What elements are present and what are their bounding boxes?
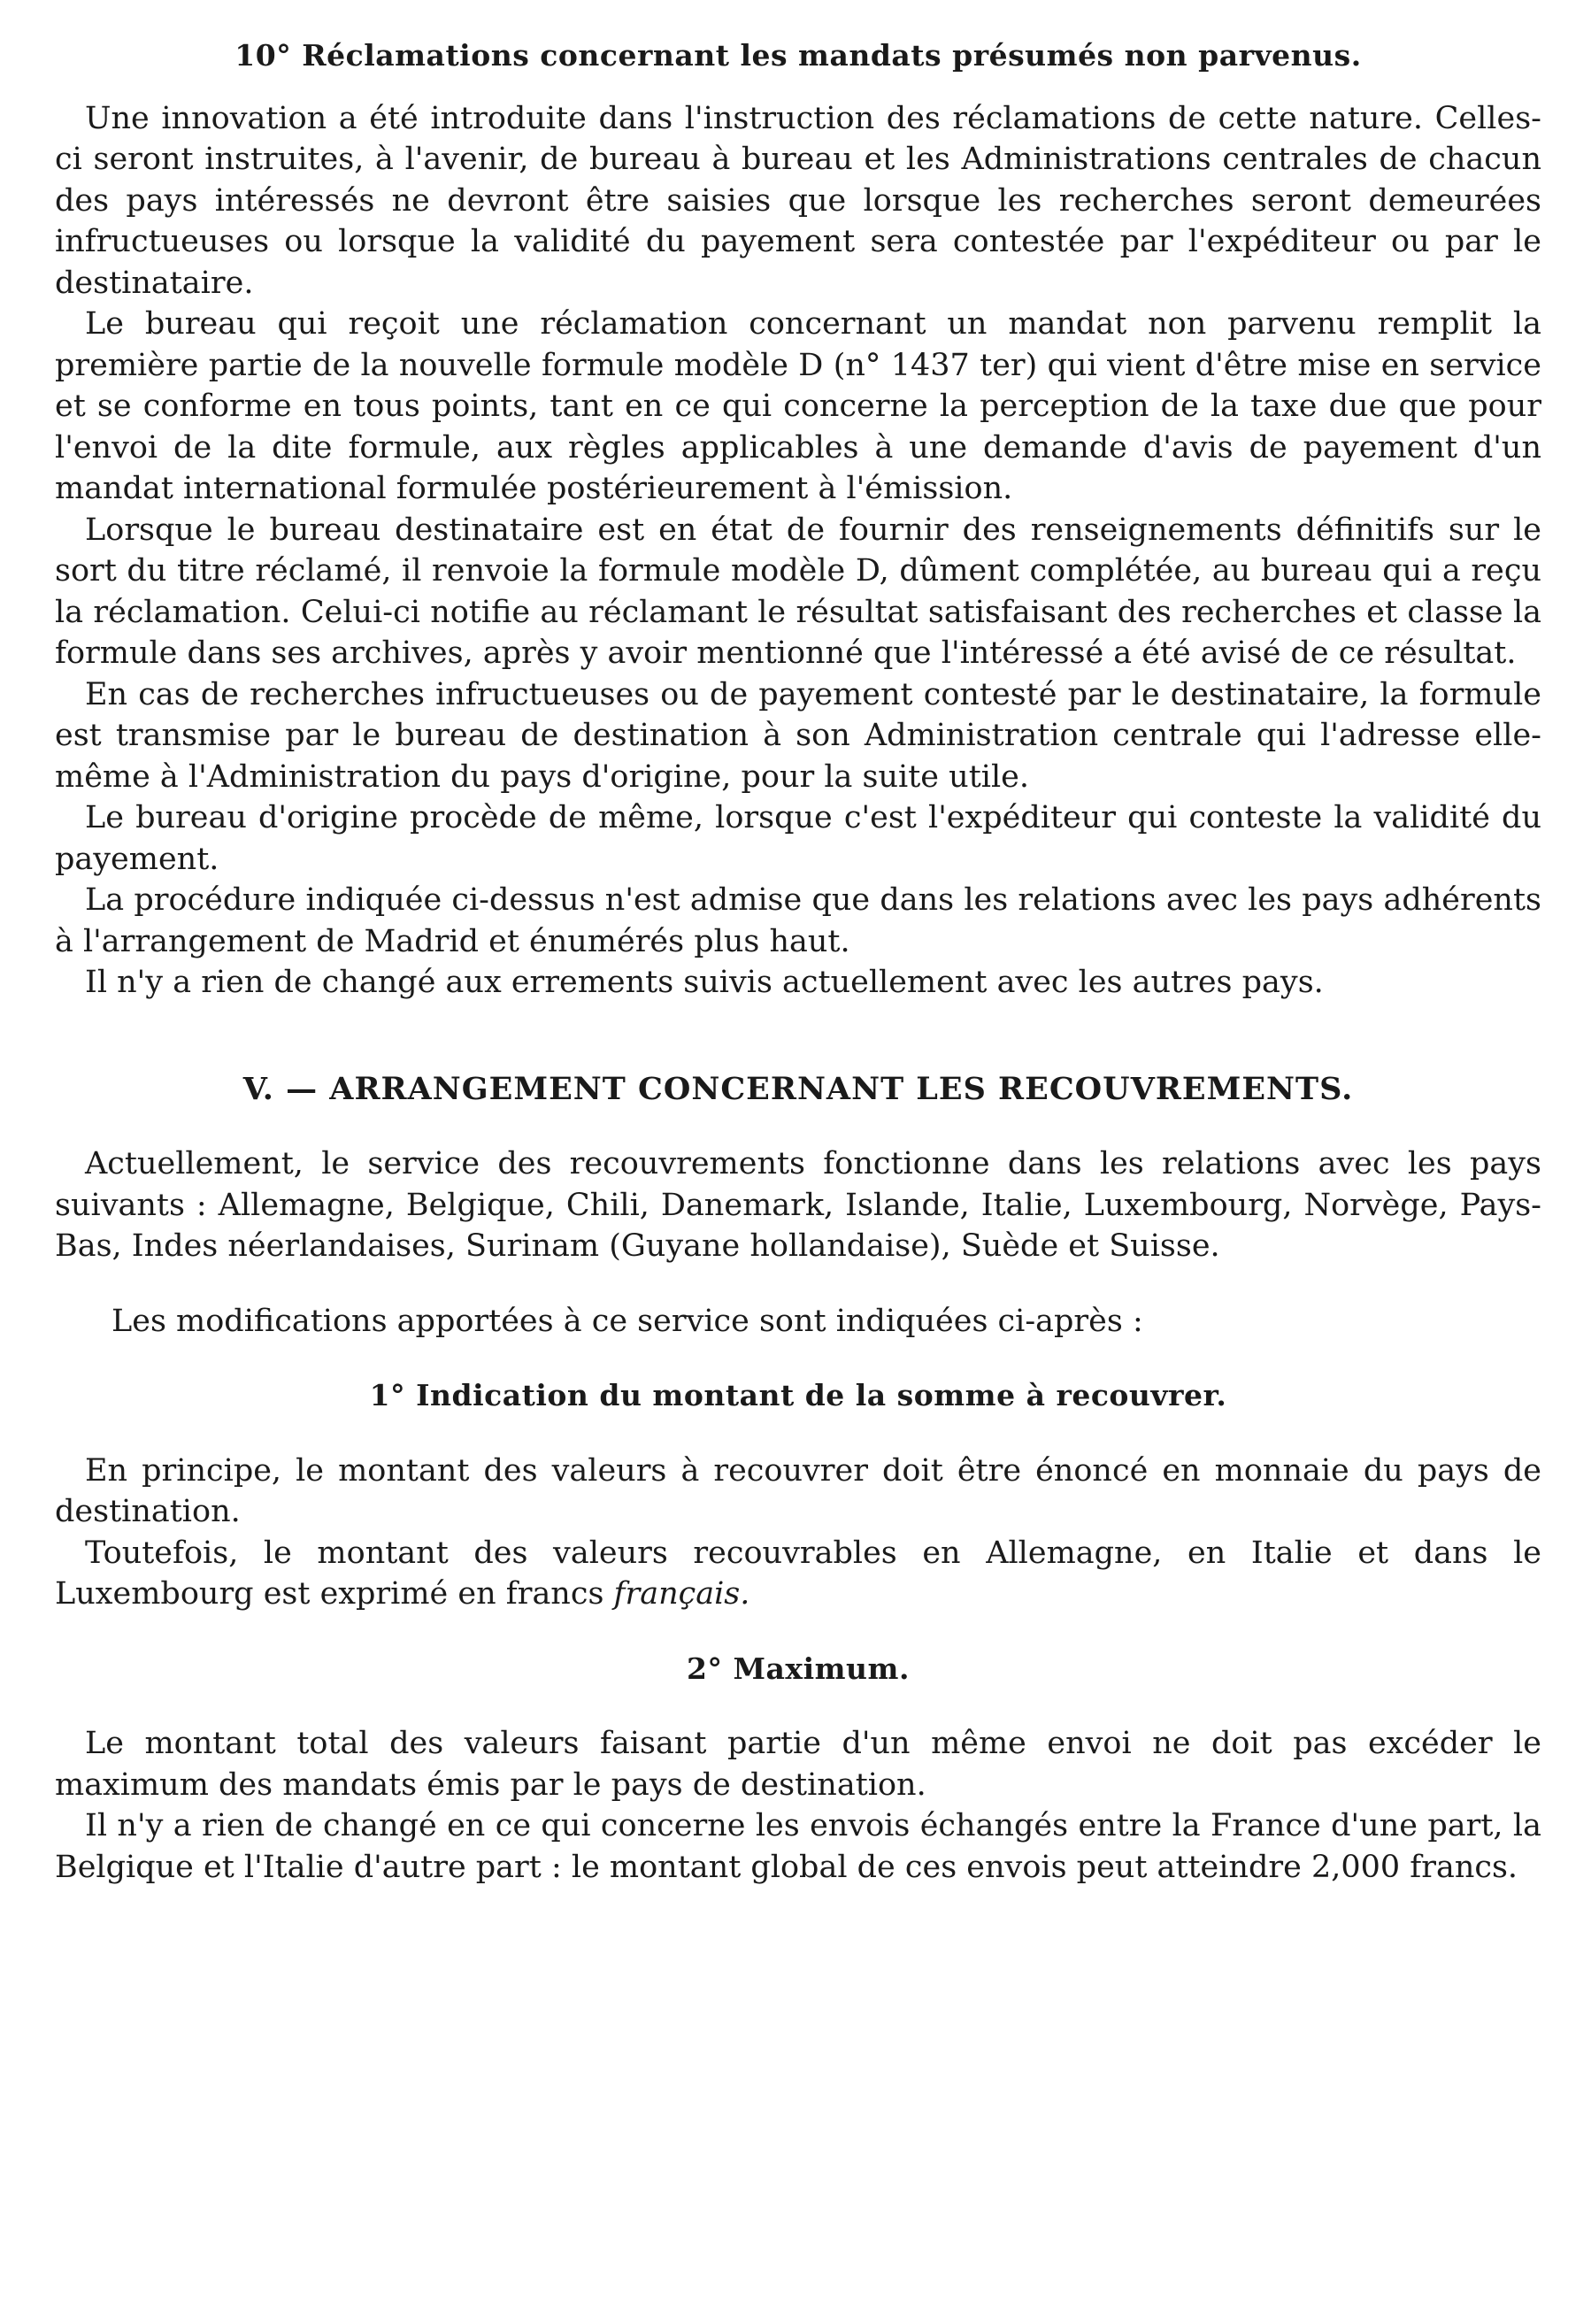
paragraph	[55, 1533, 1541, 1615]
paragraph: Le montant total des valeurs faisant partie d'un même envoi ne doit pas excéder le maximum des mandats émis par le pays de destination.	[55, 1726, 1541, 1803]
italic-word: français.	[613, 1576, 750, 1612]
paragraph-text: Toutefois, le montant des valeurs recouvrables en Allemagne, en Italie et dans le Luxembourg est exprimé en francs	[55, 1535, 1541, 1612]
paragraph: Il n'y a rien de changé en ce qui concerne les envois échangés entre la France d'une part, la Belgique et l'Italie d'autre part : le montant global de ces envois peut atteindre 2,000 francs.	[55, 1808, 1541, 1885]
document-page	[55, 35, 1541, 1888]
paragraph: Il n'y a rien de changé aux errements suivis actuellement avec les autres pays.	[85, 965, 1324, 1000]
paragraph: Une innovation a été introduite dans l'instruction des réclamations de cette nature. Celles-ci seront instruites, à l'avenir, de bureau à bureau et les Administrations centrales de chacun des pays intéressés ne devront être saisies que lorsque les recherches seront demeurées infructueuses ou lorsque la validité du payement sera contestée par l'expéditeur ou par le destinataire.	[55, 100, 1541, 301]
spacer	[55, 1004, 1541, 1069]
paragraph: En principe, le montant des valeurs à recouvrer doit être énoncé en monnaie du pays de destination.	[55, 1452, 1541, 1529]
spacer	[55, 1267, 1541, 1301]
spacer	[55, 1417, 1541, 1451]
paragraph: Le bureau qui reçoit une réclamation concernant un mandat non parvenu remplit la première partie de la nouvelle formule modèle D (n° 1437 ter) qui vient d'être mise en service et se conforme en tous points, tant en ce qui concerne la perception de la taxe due que pour l'envoi de la dite formule, aux règles applicables à une demande d'avis de payement d'un mandat international formulée postérieurement à l'émission.	[55, 306, 1541, 506]
spacer	[55, 1110, 1541, 1143]
section-v-heading: V. — ARRANGEMENT CONCERNANT LES RECOUVREMENTS.	[242, 1070, 1354, 1107]
paragraph: En cas de recherches infructueuses ou de payement contesté par le destinataire, la formule est transmise par le bureau de destination à son Administration centrale qui l'adresse elle-même à l'Administration du pays d'origine, pour la suite utile.	[55, 676, 1541, 795]
paragraph: La procédure indiquée ci-dessus n'est admise que dans les relations avec les pays adhérents à l'arrangement de Madrid et énumérés plus haut.	[55, 882, 1541, 959]
paragraph: Le bureau d'origine procède de même, lorsque c'est l'expéditeur qui conteste la validité du payement.	[55, 800, 1541, 877]
spacer	[55, 77, 1541, 98]
subsection-2-heading: 2° Maximum.	[687, 1651, 910, 1686]
spacer	[55, 1615, 1541, 1649]
spacer	[55, 1342, 1541, 1375]
paragraph: Lorsque le bureau destinataire est en état de fournir des renseignements définitifs sur le sort du titre réclamé, il renvoie la formule modèle D, dûment complétée, au bureau qui a reçu la réclamation. Celui-ci notifie au réclamant le résultat satisfaisant des recherches et classe la formule dans ses archives, après y avoir mentionné que l'intéressé a été avisé de ce résultat.	[55, 512, 1541, 671]
subsection-1-heading: 1° Indication du montant de la somme à recouvrer.	[369, 1378, 1227, 1412]
paragraph: Les modifications apportées à ce service sont indiquées ci-après :	[111, 1303, 1143, 1339]
spacer	[55, 1689, 1541, 1723]
section-10-heading: 10° Réclamations concernant les mandats présumés non parvenus.	[234, 38, 1362, 73]
paragraph: Actuellement, le service des recouvrements fonctionne dans les relations avec les pays suivants : Allemagne, Belgique, Chili, Danemark, Islande, Italie, Luxembourg, Norvège, Pays-Bas, Indes néerlandaises, Surinam (Guyane hollandaise), Suède et Suisse.	[55, 1146, 1541, 1264]
